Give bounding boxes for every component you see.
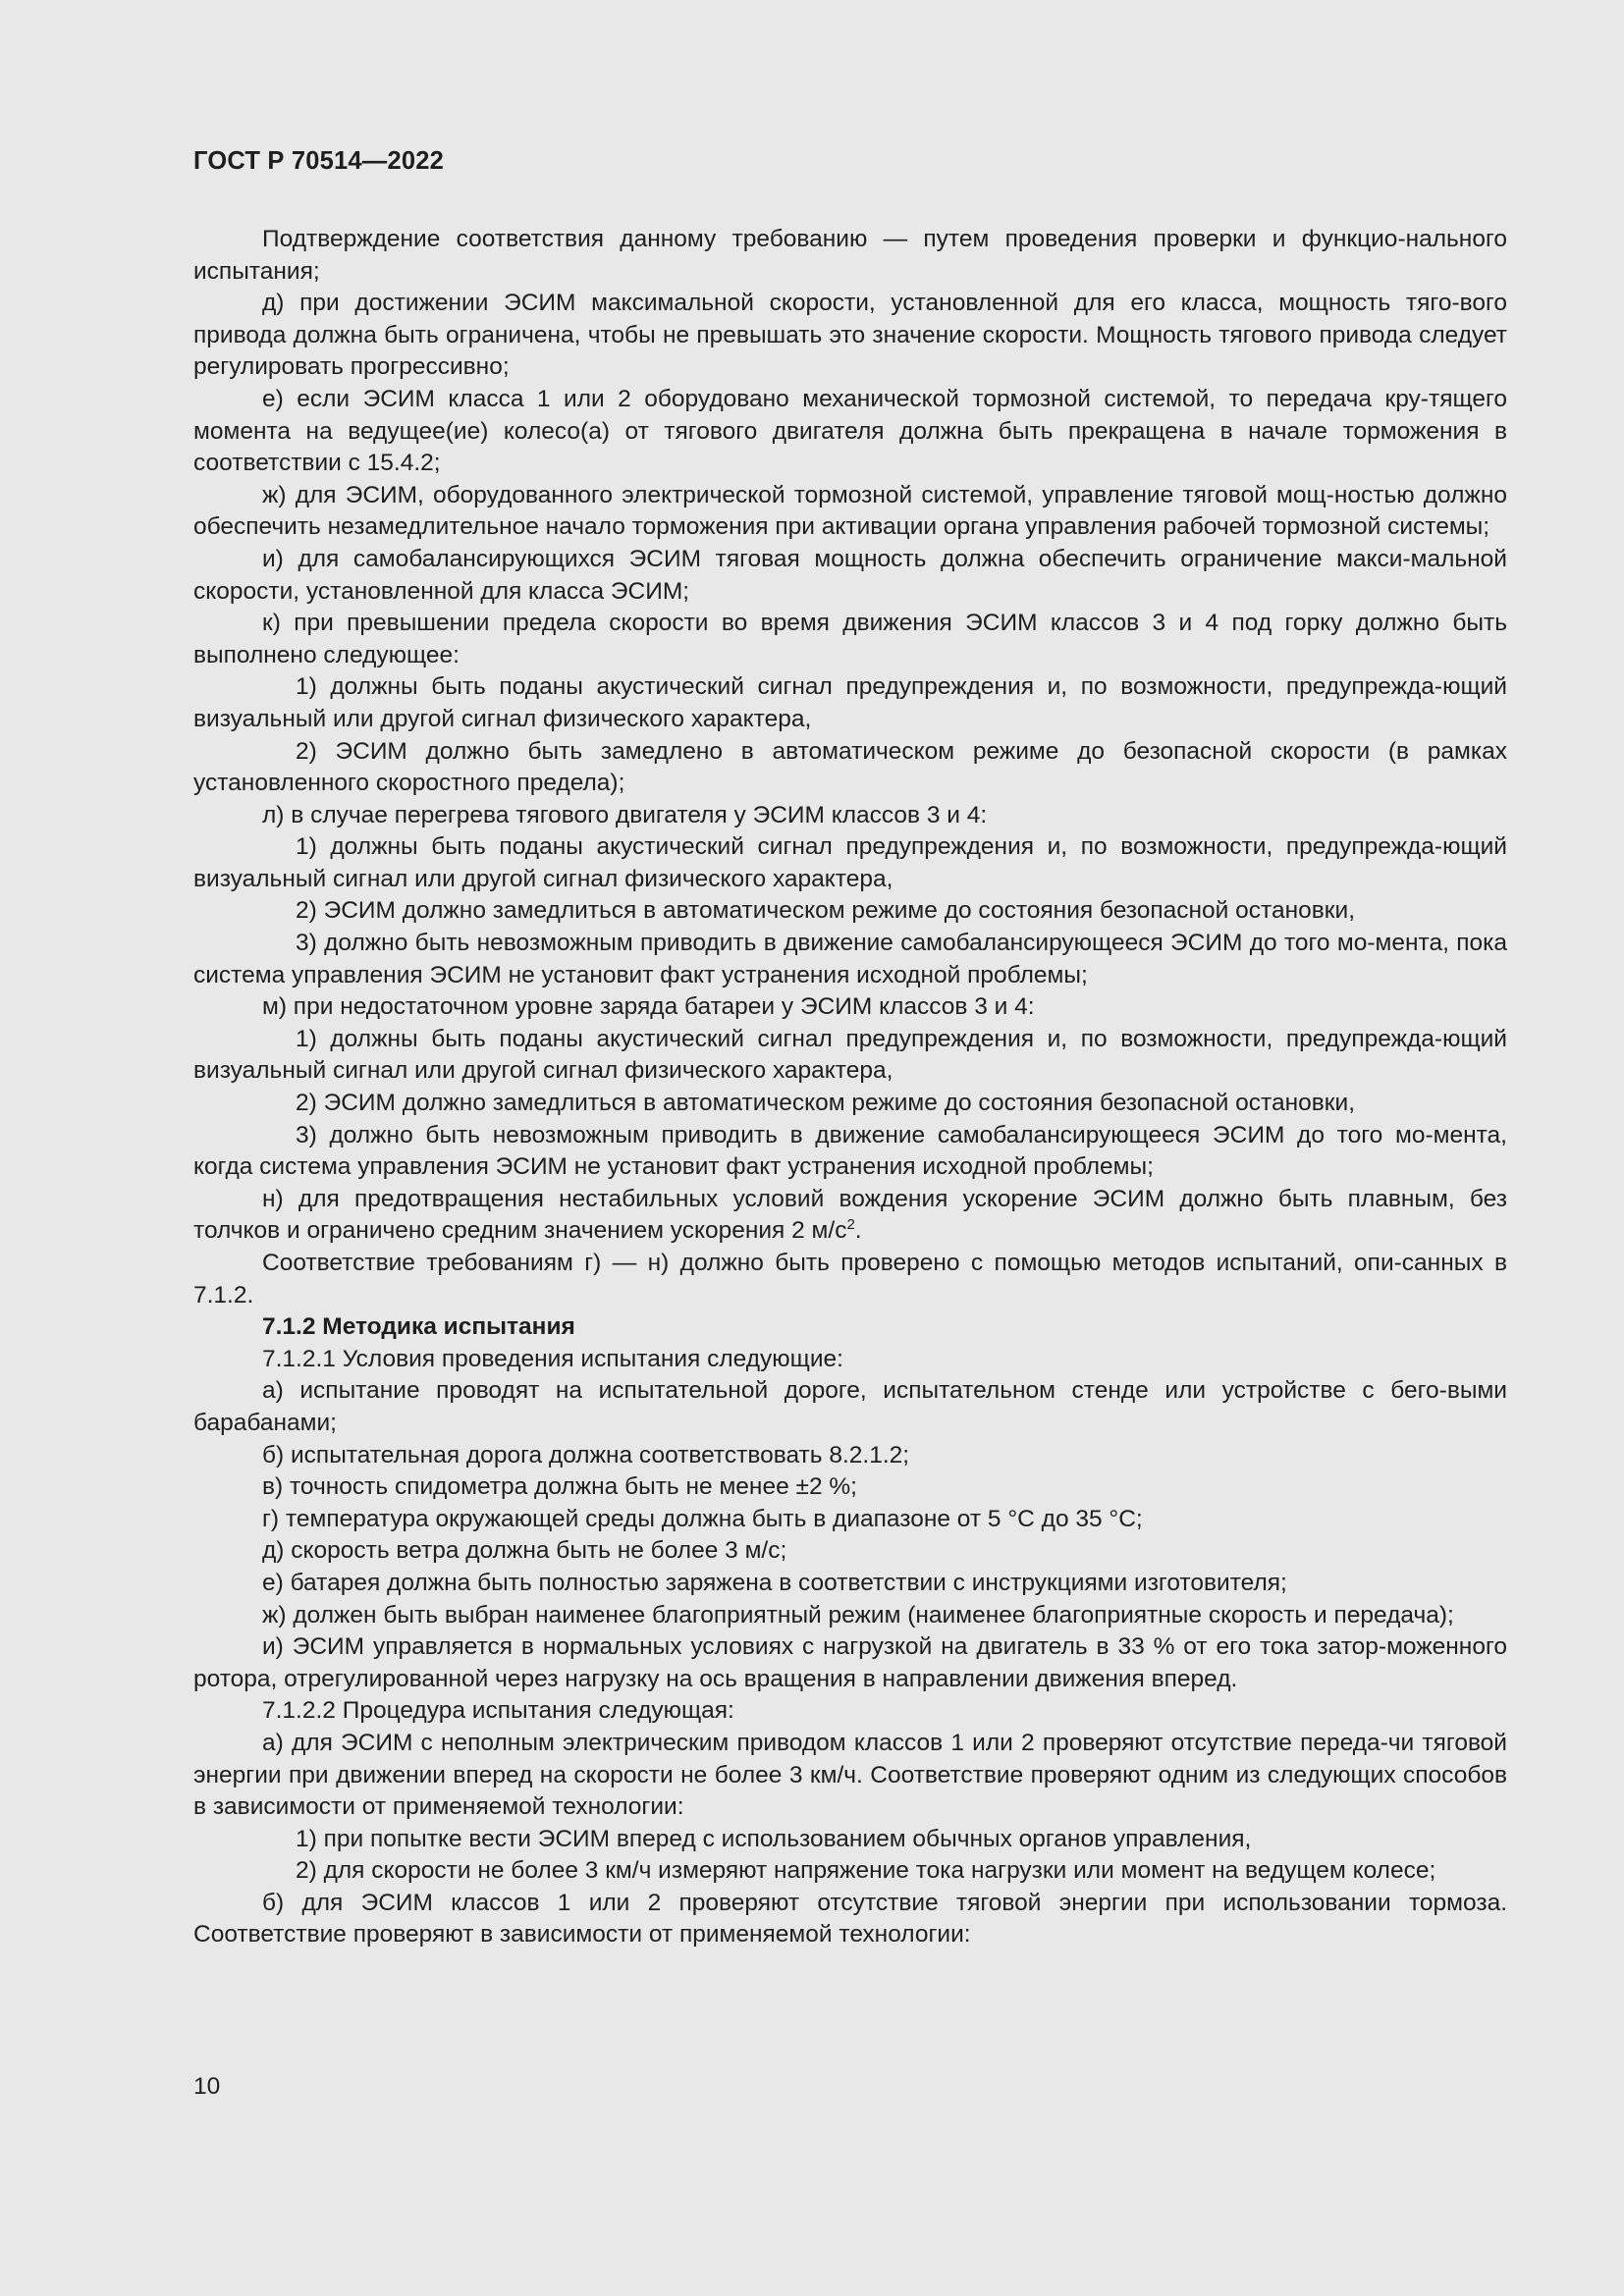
paragraph xyxy=(193,1344,1507,1376)
paragraph-text: 7.1.2.2 Процедура испытания следующая: xyxy=(262,1697,734,1725)
paragraph-text: 3) должно быть невозможным приводить в движение самобалансирующееся ЭСИМ до того мо-мента, когда система управления ЭСИМ не установит факт устранения исходной проблемы; xyxy=(193,1121,1507,1181)
paragraph xyxy=(193,1855,1507,1888)
paragraph-text: л) в случае перегрева тягового двигателя у ЭСИМ классов 3 и 4: xyxy=(262,801,988,828)
paragraph-text: н) для предотвращения нестабильных условий вождения ускорение ЭСИМ должно быть плавным, без толчков и ограничено средним значением ускорения 2 м/с xyxy=(193,1185,1507,1245)
paragraph xyxy=(193,608,1507,671)
paragraph-text: 2) ЭСИМ должно быть замедлено в автоматическом режиме до безопасной скорости (в рамках установленного скоростного предела); xyxy=(193,737,1507,797)
paragraph-text: 1) должны быть поданы акустический сигнал предупреждения и, по возможности, предупрежда-ющий визуальный или другой сигнал физического характера, xyxy=(193,673,1507,732)
paragraph xyxy=(193,1824,1507,1856)
paragraph-text: 2) для скорости не более 3 км/ч измеряют напряжение тока нагрузки или момент на ведущем колесе; xyxy=(296,1857,1436,1885)
paragraph xyxy=(193,800,1507,832)
paragraph xyxy=(193,1088,1507,1120)
paragraph-text: д) скорость ветра должна быть не более 3 м/с; xyxy=(262,1537,787,1565)
paragraph xyxy=(193,1695,1507,1728)
paragraph-text: 3) должно быть невозможным приводить в движение самобалансирующееся ЭСИМ до того мо-мента, пока система управления ЭСИМ не установит факт устранения исходной проблемы; xyxy=(193,930,1507,988)
paragraph-text: д) при достижении ЭСИМ максимальной скорости, установленной для его класса, мощность тяго-вого привода должна быть ограничена, чтобы не превышать это значение скорости. Мощность тягового привода следует регулировать прогрессивно; xyxy=(193,290,1507,381)
paragraph xyxy=(193,895,1507,928)
paragraph xyxy=(193,288,1507,384)
paragraph-text: 1) должны быть поданы акустический сигнал предупреждения и, по возможности, предупрежда-ющий визуальный сигнал или другой сигнал физического характера, xyxy=(193,833,1507,892)
paragraph-text: ж) должен быть выбран наименее благоприятный режим (наименее благоприятные скорость и передача); xyxy=(262,1601,1454,1629)
page-number: 10 xyxy=(193,2073,221,2100)
paragraph-text: е) если ЭСИМ класса 1 или 2 оборудовано механической тормозной системой, то передача кру-тящего момента на ведущее(ие) колесо(а) от тягового двигателя должна быть прекращена в начале торможения в соответствии с 15.4.2; xyxy=(193,385,1507,477)
paragraph-text: б) для ЭСИМ классов 1 или 2 проверяют отсутствие тяговой энергии при использовании тормоза. Соответствие проверяют в зависимости от применяемой технологии: xyxy=(193,1889,1507,1949)
paragraph-text: а) испытание проводят на испытательной дороге, испытательном стенде или устройстве с бего-выми барабанами; xyxy=(193,1377,1507,1436)
paragraph xyxy=(193,224,1507,288)
paragraph-text: 2) ЭСИМ должно замедлиться в автоматическом режиме до состояния безопасной остановки, xyxy=(296,1090,1356,1117)
paragraph xyxy=(193,1728,1507,1824)
paragraph-text: м) при недостаточном уровне заряда батареи у ЭСИМ классов 3 и 4: xyxy=(262,993,1035,1021)
paragraph xyxy=(193,1311,1507,1344)
paragraph-text: Соответствие требованиям г) — н) должно быть проверено с помощью методов испытаний, опи-санных в 7.1.2. xyxy=(193,1250,1507,1308)
paragraph xyxy=(193,1024,1507,1088)
document-body xyxy=(193,224,1507,1951)
paragraph-text: б) испытательная дорога должна соответствовать 8.2.1.2; xyxy=(262,1441,910,1468)
paragraph xyxy=(193,384,1507,480)
paragraph-text: е) батарея должна быть полностью заряжена в соответствии с инструкциями изготовителя; xyxy=(262,1569,1287,1596)
paragraph-text: а) для ЭСИМ с неполным электрическим приводом классов 1 или 2 проверяют отсутствие переда-чи тяговой энергии при движении вперед на скорости не более 3 км/ч. Соответствие проверяют одним из следующих способов в зависимости от применяемой технологии: xyxy=(193,1729,1507,1821)
paragraph xyxy=(193,831,1507,895)
paragraph xyxy=(193,1120,1507,1184)
paragraph-text: 7.1.2 Методика испытания xyxy=(262,1313,575,1341)
paragraph-text: Подтверждение соответствия данному требованию — путем проведения проверки и функцио-нального испытания; xyxy=(193,226,1507,285)
paragraph xyxy=(193,928,1507,991)
paragraph-tail: . xyxy=(854,1217,862,1245)
paragraph xyxy=(193,544,1507,608)
paragraph-text: и) ЭСИМ управляется в нормальных условиях с нагрузкой на двигатель в 33 % от его тока затор-моженного ротора, отрегулированной через нагрузку на ось вращения в направлении движения вперед. xyxy=(193,1633,1507,1692)
paragraph xyxy=(193,1248,1507,1311)
paragraph-text: ж) для ЭСИМ, оборудованного электрической тормозной системой, управление тяговой мощ-ностью должно обеспечить незамедлительное начало торможения при активации органа управления рабочей тормозной системы; xyxy=(193,481,1507,541)
paragraph xyxy=(193,1631,1507,1695)
paragraph xyxy=(193,1600,1507,1632)
paragraph xyxy=(193,1471,1507,1504)
paragraph xyxy=(193,1568,1507,1600)
paragraph xyxy=(193,480,1507,544)
superscript: 2 xyxy=(846,1216,855,1234)
paragraph xyxy=(193,1184,1507,1248)
paragraph-text: в) точность спидометра должна быть не менее ±2 %; xyxy=(262,1473,857,1501)
paragraph-text: г) температура окружающей среды должна быть в диапазоне от 5 °С до 35 °С; xyxy=(262,1505,1143,1532)
paragraph xyxy=(193,1440,1507,1472)
paragraph xyxy=(193,1888,1507,1951)
paragraph xyxy=(193,1375,1507,1439)
paragraph-text: и) для самобалансирующихся ЭСИМ тяговая мощность должна обеспечить ограничение макси-мальной скорости, установленной для класса ЭСИМ; xyxy=(193,545,1507,605)
document-header: ГОСТ Р 70514—2022 xyxy=(193,147,445,175)
paragraph-text: 2) ЭСИМ должно замедлиться в автоматическом режиме до состояния безопасной остановки, xyxy=(296,897,1356,925)
paragraph xyxy=(193,1535,1507,1568)
paragraph xyxy=(193,991,1507,1024)
paragraph xyxy=(193,736,1507,800)
paragraph-text: к) при превышении предела скорости во время движения ЭСИМ классов 3 и 4 под горку должно быть выполнено следующее: xyxy=(193,610,1507,668)
paragraph-text: 1) при попытке вести ЭСИМ вперед с использованием обычных органов управления, xyxy=(296,1825,1252,1852)
paragraph xyxy=(193,1504,1507,1536)
paragraph-text: 1) должны быть поданы акустический сигнал предупреждения и, по возможности, предупрежда-ющий визуальный сигнал или другой сигнал физического характера, xyxy=(193,1025,1507,1085)
paragraph xyxy=(193,671,1507,735)
paragraph-text: 7.1.2.1 Условия проведения испытания следующие: xyxy=(262,1345,843,1372)
